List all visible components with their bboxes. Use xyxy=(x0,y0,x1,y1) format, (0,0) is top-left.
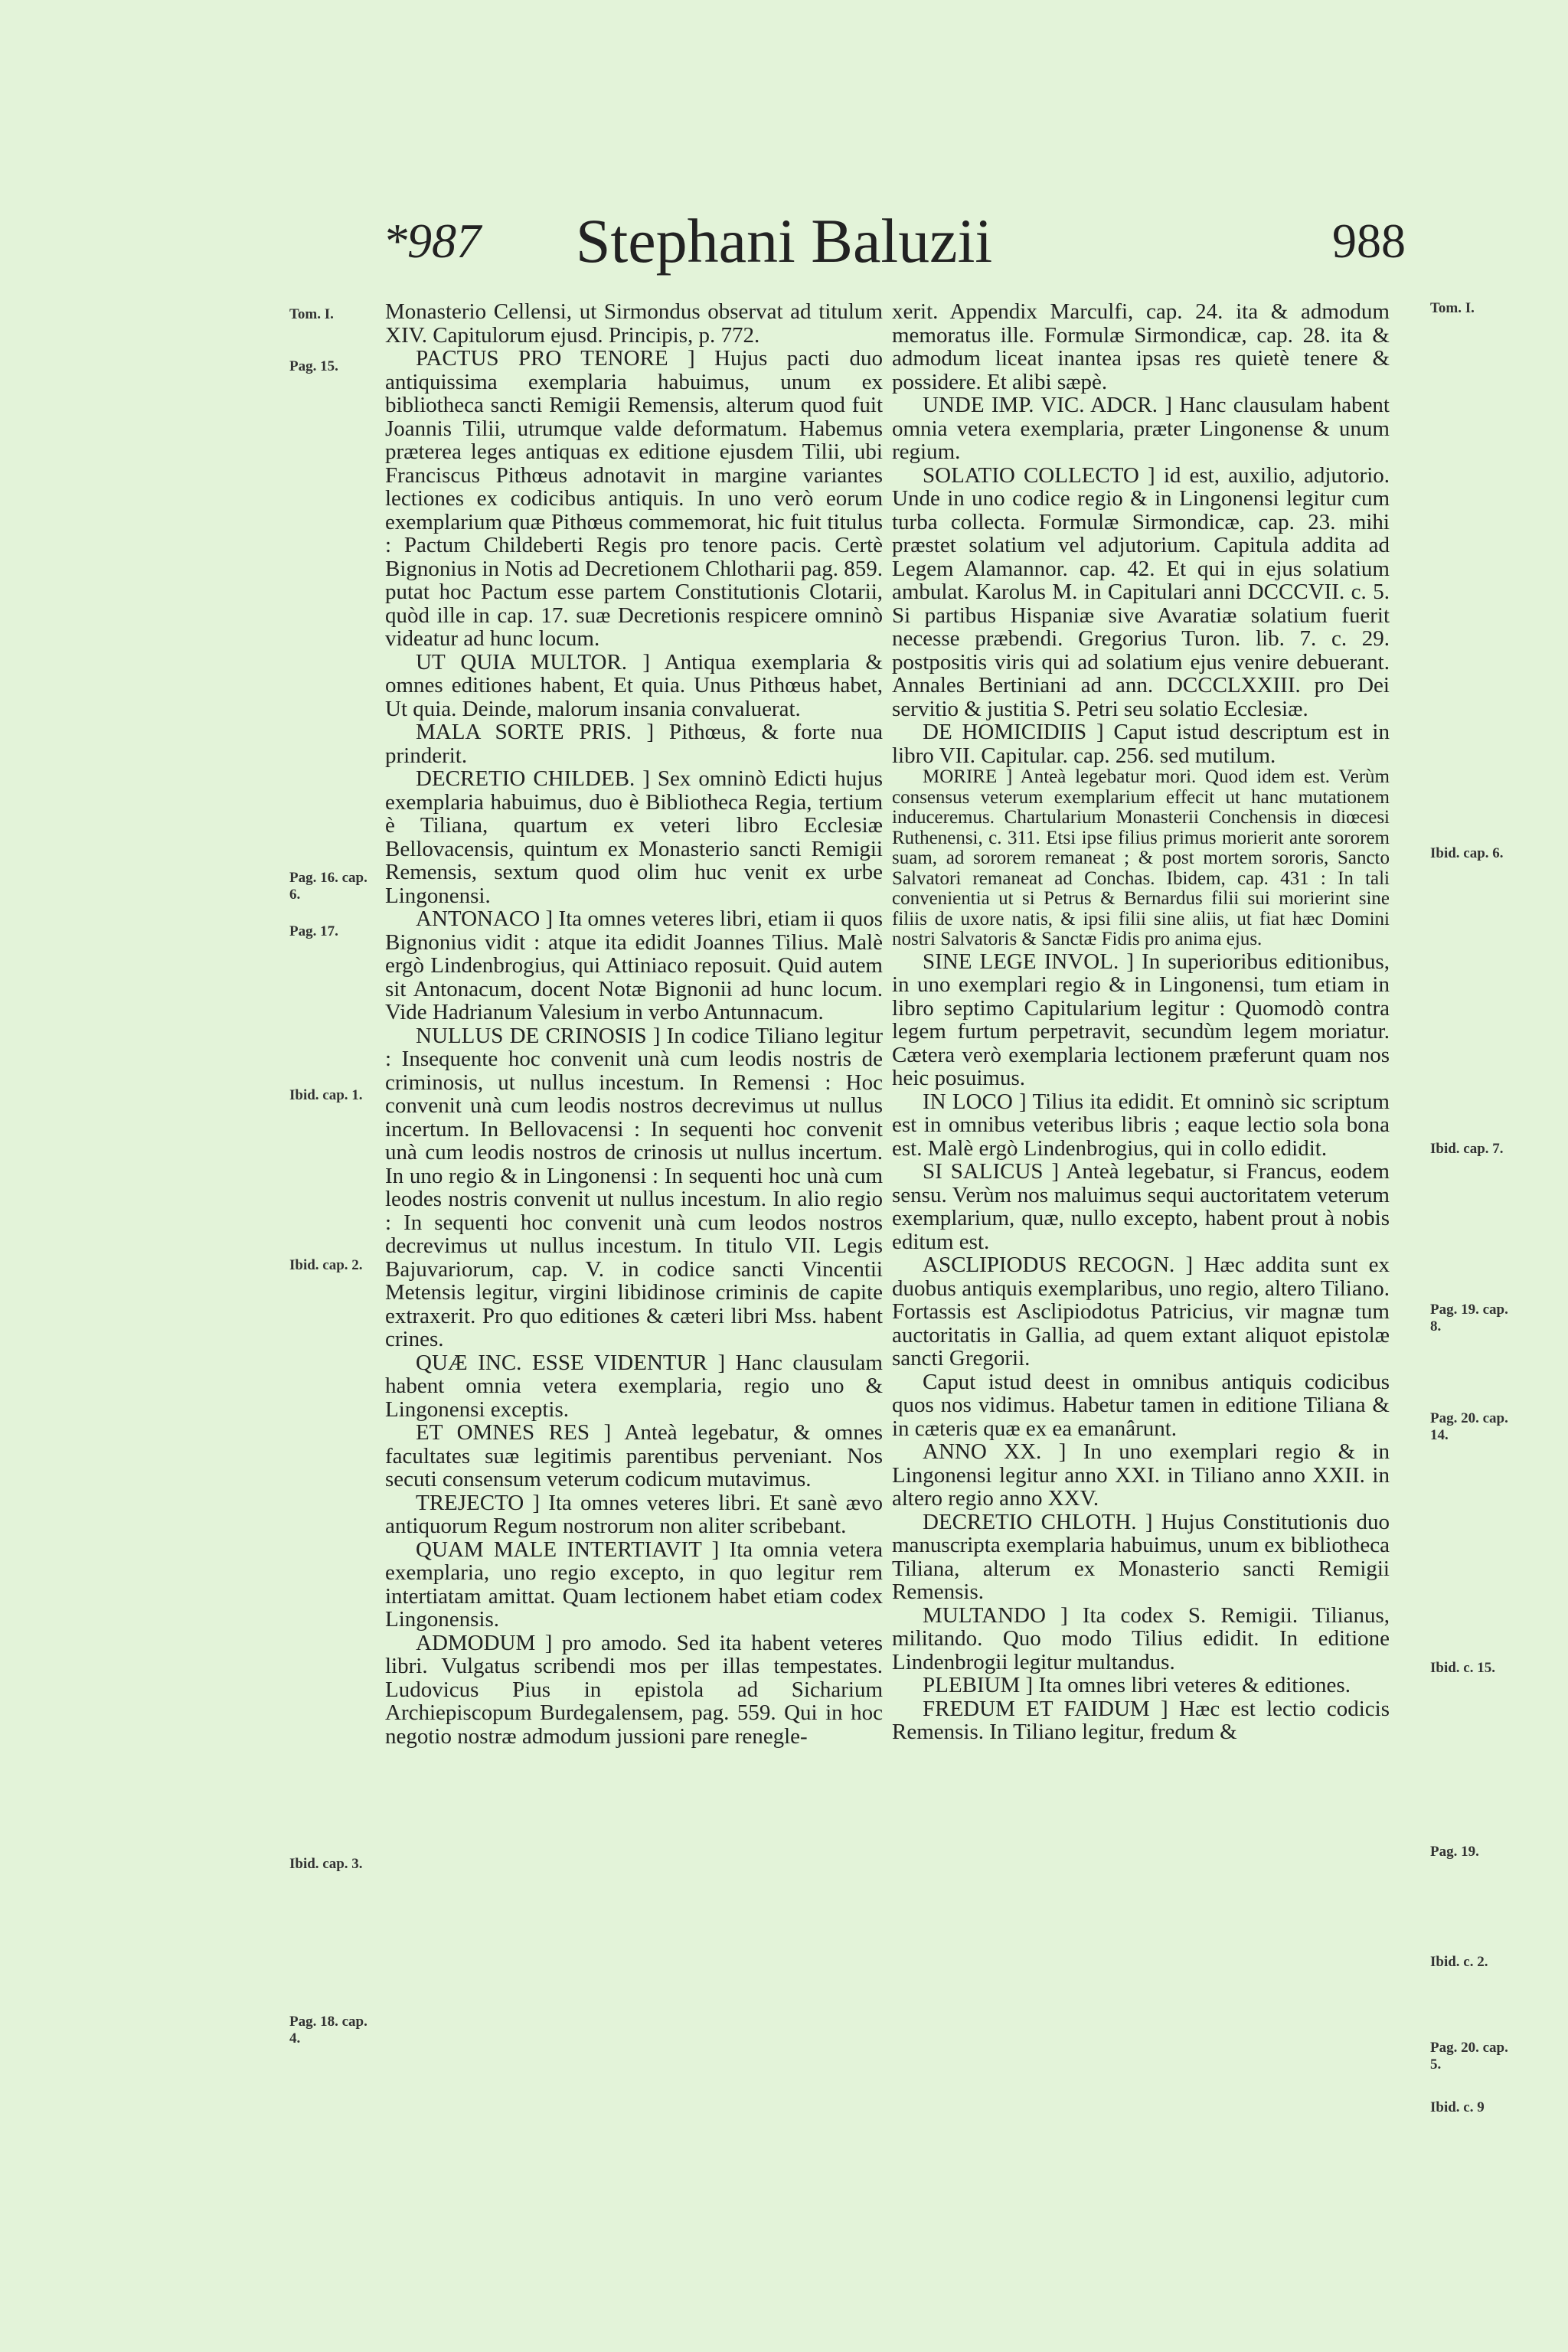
running-title: Stephani Baluzii xyxy=(575,206,993,276)
margin-note: Pag. 19. xyxy=(1430,1844,1479,1860)
margin-note: Ibid. c. 2. xyxy=(1430,1954,1488,1970)
margin-note: Ibid. cap. 7. xyxy=(1430,1141,1504,1157)
margin-note: Ibid. cap. 3. xyxy=(289,1856,363,1872)
margin-note: Pag. 16. cap. 6. xyxy=(289,870,368,903)
paragraph: PACTUS PRO TENORE ] Hujus pacti duo antiquissima exemplaria habuimus, unum ex bibliotheca sancti Remigii Remensis, alterum quod fuit Joannis Tilii, utrumque valde deformatum. Habemus præterea leges antiquas ex editione ejusdem Tilii, ubi Franciscus Pithœus adnotavit in margine variantes lectiones ex codicibus antiquis. In uno verò eorum exemplarium quæ Pithœus commemorat, hic fuit titulus : Pactum Childeberti Regis pro tenore pacis. Certè Bignonius in Notis ad Decretionem Chlotharii pag. 859. putat hoc Pactum esse partem Constitutionis Clotarii, quòd ille in cap. 17. suæ Decretionis respicere omninò videatur ad hunc locum. xyxy=(385,346,883,651)
margin-note: Pag. 18. cap. 4. xyxy=(289,2014,368,2047)
paragraph: IN LOCO ] Tilius ita edidit. Et omninò sic scriptum est in omnibus veteribus libris ; eaque lectio sola bona est. Malè ergò Lindenbrogius, qui in collo edidit. xyxy=(892,1089,1390,1161)
paragraph: ANTONACO ] Ita omnes veteres libri, etiam ii quos Bignonius vidit : atque ita edidit Joannes Tilius. Malè ergò Lindenbrogius, qui Attiniaco reposuit. Quid autem sit Antonacum, docent Notæ Bignonii ad hunc locum. Vide Hadrianum Valesium in verbo Antunnacum. xyxy=(385,906,883,1024)
margin-note: Ibid. c. 15. xyxy=(1430,1660,1495,1676)
margin-note: Ibid. c. 9 xyxy=(1430,2099,1485,2115)
paragraph: TREJECTO ] Ita omnes veteres libri. Et sanè ævo antiquorum Regum nostrorum non aliter scribebant. xyxy=(385,1490,883,1538)
paragraph: ANNO XX. ] In uno exemplari regio & in Lingonensi legitur anno XXI. in Tiliano anno XXII. in altero regio anno XXV. xyxy=(892,1439,1390,1511)
paragraph: UNDE IMP. VIC. ADCR. ] Hanc clausulam habent omnia vetera exemplaria, præter Lingonense & unum regium. xyxy=(892,393,1390,464)
margin-note: Pag. 20. cap. 5. xyxy=(1430,2040,1508,2073)
paragraph: QUÆ INC. ESSE VIDENTUR ] Hanc clausulam habent omnia vetera exemplaria, regio uno & Lingonensi exceptis. xyxy=(385,1350,883,1422)
paragraph: ET OMNES RES ] Anteà legebatur, & omnes facultates suæ legitimis parentibus perveniant. Nos secuti consensum veterum codicum mutavimus. xyxy=(385,1420,883,1491)
margin-note: Pag. 20. cap. 14. xyxy=(1430,1410,1508,1443)
paragraph: MALA SORTE PRIS. ] Pithœus, & forte nua prinderit. xyxy=(385,720,883,768)
right-column xyxy=(892,300,1390,1744)
margin-note: Pag. 15. xyxy=(289,358,338,374)
paragraph: Caput istud deest in omnibus antiquis codicibus quos nos vidimus. Habetur tamen in editione Tiliana & in cæteris quæ ex ea emanârunt. xyxy=(892,1369,1390,1441)
right-page-number: 988 xyxy=(1332,214,1406,268)
paragraph: SINE LEGE INVOL. ] In superioribus editionibus, in uno exemplari regio & in Lingonensi, tum etiam in libro septimo Capitularium legitur : Quomodò contra legem furtum perpetravit, secundùm legem moriatur. Cætera verò exemplaria lectionem præferunt quam nos heic posuimus. xyxy=(892,949,1390,1090)
paragraph: DECRETIO CHILDEB. ] Sex omninò Edicti hujus exemplaria habuimus, duo è Bibliotheca Regia, tertium è Tiliana, quartum ex veteri libro Ecclesiæ Bellovacensis, quintum ex Monasterio sancti Remigii Remensis, sextum quod olim huc venit ex urbe Lingonensi. xyxy=(385,766,883,908)
left-column xyxy=(385,300,883,1748)
paragraph: DECRETIO CHLOTH. ] Hujus Constitutionis duo manuscripta exemplaria habuimus, unum ex bibliotheca Tiliana, alterum ex Monasterio sancti Remigii Remensis. xyxy=(892,1509,1390,1604)
paragraph: MULTANDO ] Ita codex S. Remigii. Tilianus, militando. Quo modo Tilius edidit. In editione Lindenbrogii legitur multandus. xyxy=(892,1602,1390,1674)
margin-note: Tom. I. xyxy=(1430,300,1475,316)
paragraph: QUAM MALE INTERTIAVIT ] Ita omnia vetera exemplaria, uno regio excepto, in quo legitur rem intertiatam amittat. Quam lectionem habet etiam codex Lingonensis. xyxy=(385,1537,883,1632)
margin-note: Ibid. cap. 1. xyxy=(289,1087,363,1103)
paragraph: PLEBIUM ] Ita omnes libri veteres & editiones. xyxy=(923,1673,1351,1697)
margin-note: Pag. 17. xyxy=(289,923,338,939)
paragraph: ASCLIPIODUS RECOGN. ] Hæc addita sunt ex duobus antiquis exemplaribus, uno regio, altero Tiliano. Fortassis est Asclipiodotus Patricius, vir magnæ tum auctoritatis in Gallia, ad quem extant aliquot epistolæ sancti Gregorii. xyxy=(892,1253,1390,1370)
margin-note: Pag. 19. cap. 8. xyxy=(1430,1302,1508,1334)
margin-note: Ibid. cap. 6. xyxy=(1430,845,1504,861)
paragraph: UT QUIA MULTOR. ] Antiqua exemplaria & omnes editiones habent, Et quia. Unus Pithœus habet, Ut quia. Deinde, malorum insania convaluerat. xyxy=(385,649,883,721)
paragraph: Monasterio Cellensi, ut Sirmondus observat ad titulum XIV. Capitulorum ejusd. Principis, p. 772. xyxy=(385,299,883,348)
paragraph: SOLATIO COLLECTO ] id est, auxilio, adjutorio. Unde in uno codice regio & in Lingonensi legitur cum turba collecta. Formulæ Sirmondicæ, cap. 23. mihi præstet solatium vel adjutorium. Capitula addita ad Legem Alamannor. cap. 42. Et qui in ejus solatium ambulat. Karolus M. in Capitulari anni DCCCVII. c. 5. Si partibus Hispaniæ sive Avaratiæ solatium fuerit necesse præbendi. Gregorius Turon. lib. 7. c. 29. postpositis viris qui ad solatium ejus venire debuerant. Annales Bertiniani ad ann. DCCCLXXIII. pro Dei servitio & justitia S. Petri seu solatio Ecclesiæ. xyxy=(892,462,1390,721)
margin-note: Ibid. cap. 2. xyxy=(289,1257,363,1273)
margin-note: Tom. I. xyxy=(289,306,334,322)
paragraph: FREDUM ET FAIDUM ] Hæc est lectio codicis Remensis. In Tiliano legitur, fredum & xyxy=(892,1696,1390,1744)
paragraph-small: MORIRE ] Anteà legebatur mori. Quod idem est. Verùm consensus veterum exemplarium effecit ut hanc mutationem induceremus. Chartularium Monasterii Conchensis in diœcesi Ruthenensi, c. 311. Etsi ipse filius primus morierit ante sororem suam, ad sororem remaneat ; & post mortem sororis, Sancto Salvatori remaneat ad Conchas. Ibidem, cap. 431 : In tali convenientia ut si Petrus & Bernardus filii sui morierint sine filiis de uxore natis, & ipsi filii sine aliis, ut fiat hæc Domini nostri Salvatoris & Sanctæ Fidis pro anima ejus. xyxy=(892,766,1390,949)
paragraph: SI SALICUS ] Anteà legebatur, si Francus, eodem sensu. Verùm nos maluimus sequi auctoritatem veterum exemplarium, quæ, nullo excepto, habent prout à nobis editum est. xyxy=(892,1159,1390,1254)
paragraph: DE HOMICIDIIS ] Caput istud descriptum est in libro VII. Capitular. cap. 256. sed mutilum. xyxy=(892,720,1390,768)
paragraph: xerit. Appendix Marculfi, cap. 24. ita & admodum memoratus ille. Formulæ Sirmondicæ, cap. 28. ita & admodum liceat inantea ipsas res quietè tenere & possidere. Et alibi sæpè. xyxy=(892,299,1390,394)
left-page-number: *987 xyxy=(383,214,481,268)
page-header xyxy=(0,205,1568,289)
paragraph: NULLUS DE CRINOSIS ] In codice Tiliano legitur : Insequente hoc convenit unà cum leodis nostris de criminosis, ut nullus incestum. In Remensi : Hoc convenit unà cum leodis nostros decrevimus ut nullus incertum. In Bellovacensi : In sequenti hoc convenit unà cum leodis nostros de crinosis ut nullus incertum. In uno regio & in Lingonensi : In sequenti hoc unà cum leodes nostris convenit ut nullus incestum. In alio regio : In sequenti hoc convenit unà cum leodos nostros decrevimus ut nullus incestum. In titulo VII. Legis Bajuvariorum, cap. V. in codice sancti Vincentii Metensis legitur, virgini libidinose criminis de capite extraxerit. Pro quo editiones & cæteri libri Mss. habent crines. xyxy=(385,1023,883,1351)
paragraph: ADMODUM ] pro amodo. Sed ita habent veteres libri. Vulgatus scribendi mos per illas tempestates. Ludovicus Pius in epistola ad Sicharium Archiepiscopum Burdegalensem, pag. 559. Qui in hoc negotio nostræ admodum jussioni pare renegle- xyxy=(385,1630,883,1749)
